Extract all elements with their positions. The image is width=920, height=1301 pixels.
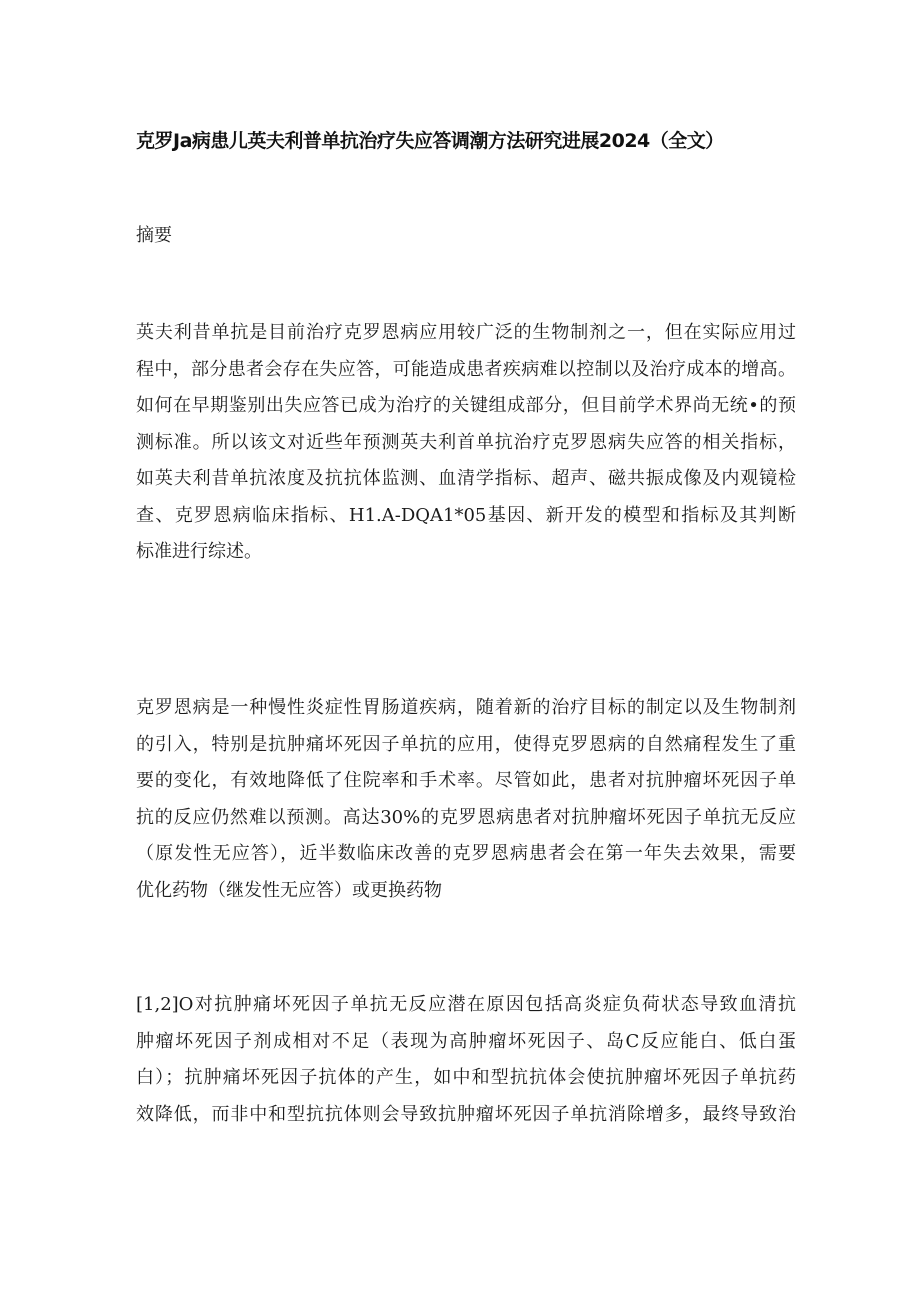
text-line: 程中，部分患者会存在失应答，可能造成患者疾病难以控制以及治疗成本的增高。 [136,358,796,380]
abstract-heading: 摘要 [136,225,172,246]
text-line: 肿瘤坏死因子剂成相对不足（表现为高肿瘤坏死因子、岛C反应能白、低白蛋 [136,1030,796,1052]
text-line: 测标准。所以该文对近些年预测英夫利首单抗治疗克罗恩病失应答的相关指标， [136,431,796,453]
intro-paragraph [136,690,796,909]
text-line: 查、克罗恩病临床指标、H1.A-DQA1*05基因、新开发的模型和指标及其判断 [136,504,796,526]
text-line: 抗的反应仍然难以预测。高达30%的克罗恩病患者对抗肿瘤坏死因子单抗无反应 [136,806,796,828]
text-line: 优化药物（继发性无应答）或更换药物 [136,879,442,901]
text-line: 标准进行综述。 [136,541,262,562]
text-line: 克罗恩病是一种慢性炎症性胃肠道疾病，随着新的治疗目标的制定以及生物制剂 [136,697,796,718]
text-line: 效降低，而非中和型抗抗体则会导致抗肿瘤坏死因子单抗消除增多，最终导致治 [136,1103,796,1125]
text-line: 如英夫利昔单抗浓度及抗抗体监测、血清学指标、超声、磁共振成像及内观镜检 [136,468,796,489]
text-line: （原发性无应答），近半数临床改善的克罗恩病患者会在第一年失去效果，需要 [136,843,796,864]
text-line: 白）；抗肿痛坏死因子抗体的产生，如中和型抗抗体会使抗肿瘤坏死因子单抗药 [136,1067,796,1088]
text-line: [1,2]O对抗肿痛坏死因子单抗无反应潜在原因包括高炎症负荷状态导致血清抗 [136,994,796,1015]
text-line: 的引入，特别是抗肿痛坏死因子单抗的应用，使得克罗恩病的自然痛程发生了重 [136,733,796,755]
continuation-paragraph [136,987,796,1133]
abstract-paragraph [136,315,796,571]
text-line: 英夫利昔单抗是目前治疗克罗恩病应用较广泛的生物制剂之一，但在实际应用过 [136,322,796,343]
text-line: 如何在早期鉴别出失应答已成为治疗的关键组成部分，但目前学术界尚无统•的预 [136,395,796,416]
text-line: 要的变化，有效地降低了住院率和手术率。尽管如此，患者对抗肿瘤坏死因子单 [136,770,796,791]
document-title: 克罗Ja病患儿英夫利普单抗治疗失应答调潮方法研究进展2024（全文） [136,130,724,152]
